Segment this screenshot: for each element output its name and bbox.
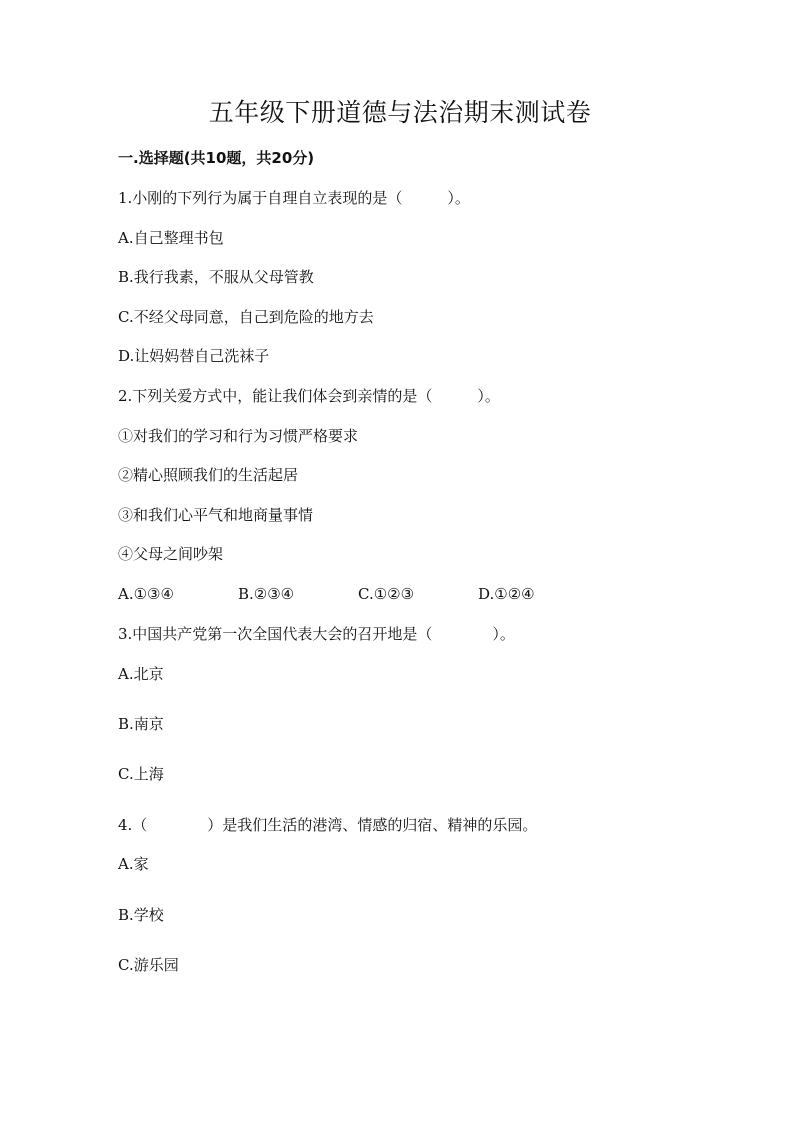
question-2-option-b: B.②③④: [238, 585, 295, 603]
question-3-option-b: B.南京: [118, 715, 164, 733]
question-2-stem: 2.下列关爱方式中，能让我们体会到亲情的是（ ）。: [118, 387, 500, 405]
question-1-option-d: D.让妈妈替自己洗袜子: [118, 347, 270, 365]
question-4-option-c: C.游乐园: [118, 956, 179, 974]
question-3-option-c: C.上海: [118, 765, 164, 783]
section-heading: 一.选择题(共10题，共20分): [118, 149, 315, 167]
question-2-options: [118, 583, 678, 605]
question-4-option-a: A.家: [118, 855, 149, 873]
question-2-item-1: ①对我们的学习和行为习惯严格要求: [118, 427, 359, 445]
question-4-stem: 4.（ ）是我们生活的港湾、情感的归宿、精神的乐园。: [118, 816, 538, 834]
question-1-option-c: C.不经父母同意，自己到危险的地方去: [118, 308, 374, 326]
question-1-option-a: A.自己整理书包: [118, 229, 224, 247]
question-3-stem: 3.中国共产党第一次全国代表大会的召开地是（ ）。: [118, 625, 515, 643]
question-1-option-b: B.我行我素，不服从父母管教: [118, 268, 314, 286]
question-2-option-d: D.①②④: [478, 585, 535, 603]
question-1-stem: 1.小刚的下列行为属于自理自立表现的是（ ）。: [118, 189, 470, 207]
question-2-item-2: ②精心照顾我们的生活起居: [118, 466, 299, 484]
question-2-option-a: A.①③④: [118, 585, 174, 603]
question-3-option-a: A.北京: [118, 665, 164, 683]
question-2-item-3: ③和我们心平气和地商量事情: [118, 506, 314, 524]
question-2-option-c: C.①②③: [358, 585, 415, 603]
question-4-option-b: B.学校: [118, 906, 164, 924]
question-2-item-4: ④父母之间吵架: [118, 545, 224, 563]
page-title: 五年级下册道德与法治期末测试卷: [208, 98, 592, 127]
